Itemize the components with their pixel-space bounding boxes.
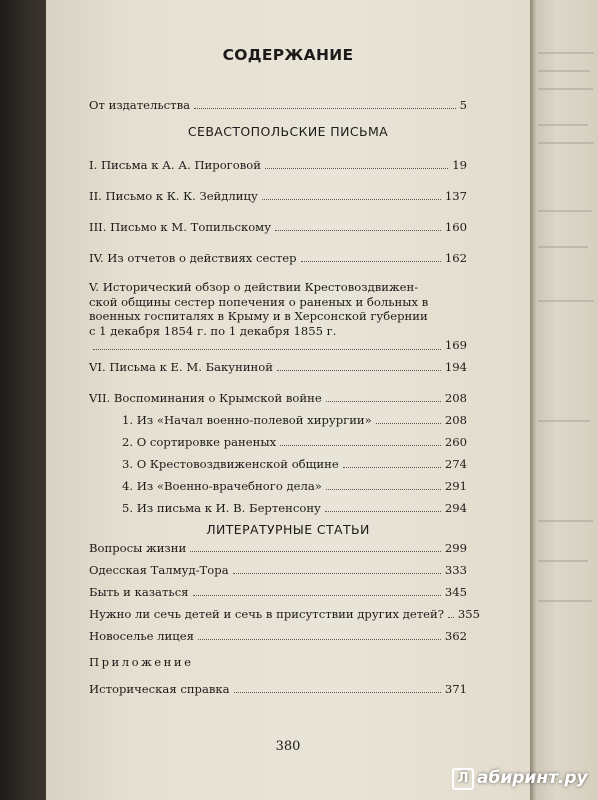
show-through-line bbox=[538, 246, 588, 248]
toc-entry-text: I. Письма к А. А. Пироговой bbox=[89, 158, 261, 172]
page-number: 380 bbox=[275, 739, 301, 754]
toc-entry-text: Быть и казаться bbox=[89, 585, 189, 599]
show-through-line bbox=[538, 210, 592, 212]
toc-entry-text: 4. Из «Военно-врачебного дела» bbox=[122, 479, 322, 493]
toc-entry bbox=[89, 629, 467, 643]
toc-entry-page: 208 bbox=[444, 413, 467, 427]
toc-entry-text: III. Письмо к М. Топильскому bbox=[89, 220, 272, 234]
leader-dots bbox=[277, 370, 441, 371]
leader-dots bbox=[448, 617, 454, 618]
site-watermark bbox=[452, 768, 588, 790]
toc-subentry bbox=[122, 479, 467, 493]
toc-entry-text: IV. Из отчетов о действиях сестер bbox=[89, 251, 297, 265]
toc-entry-line: военных госпиталях в Крыму и в Херсонской губернии bbox=[89, 309, 428, 323]
toc-entry bbox=[89, 585, 467, 599]
leader-dots bbox=[275, 230, 441, 231]
show-through-line bbox=[538, 420, 590, 422]
toc-entry-last-line bbox=[89, 338, 467, 353]
toc-entry-text: Нужно ли сечь детей и сечь в присутствии других детей? bbox=[89, 607, 444, 621]
show-through-line bbox=[538, 300, 594, 302]
leader-dots bbox=[301, 261, 441, 262]
toc-entry bbox=[89, 563, 467, 577]
toc-entry bbox=[89, 607, 481, 621]
toc-entry-text: VI. Письма к Е. М. Бакуниной bbox=[89, 360, 273, 374]
toc-entry-text: Одесская Талмуд-Тора bbox=[89, 563, 229, 577]
toc-entry-text: VII. Воспоминания о Крымской войне bbox=[89, 391, 322, 405]
toc-entry-appendix bbox=[89, 682, 467, 696]
watermark-text: абиринт.ру bbox=[477, 768, 588, 788]
leader-dots bbox=[326, 489, 441, 490]
toc-entry-text: От издательства bbox=[89, 98, 191, 112]
toc-entry-page: 169 bbox=[444, 338, 467, 352]
toc-entry-page: 162 bbox=[444, 251, 467, 265]
toc-entry-publisher bbox=[89, 98, 467, 112]
book-spine bbox=[0, 0, 46, 800]
section-heading-literary: ЛИТЕРАТУРНЫЕ СТАТЬИ bbox=[206, 522, 370, 537]
book-page bbox=[46, 0, 530, 800]
leader-dots bbox=[325, 511, 441, 512]
toc-entry bbox=[89, 158, 467, 172]
leader-dots bbox=[198, 639, 441, 640]
toc-entry bbox=[89, 251, 467, 265]
leader-dots bbox=[234, 692, 441, 693]
leader-dots bbox=[280, 445, 441, 446]
toc-entry-page: 333 bbox=[444, 563, 467, 577]
toc-entry-page: 294 bbox=[444, 501, 467, 515]
toc-entry bbox=[89, 391, 467, 405]
section-heading-sevastopol: СЕВАСТОПОЛЬСКИЕ ПИСЬМА bbox=[187, 124, 389, 139]
toc-entry-line: ской общины сестер попечения о раненых и больных в bbox=[89, 294, 429, 309]
toc-entry-text: Историческая справка bbox=[89, 682, 230, 696]
leader-dots bbox=[343, 467, 441, 468]
toc-entry-text: II. Письмо к К. К. Зейдлицу bbox=[89, 189, 258, 203]
toc-entry bbox=[89, 360, 467, 374]
show-through-line bbox=[538, 560, 588, 562]
leader-dots bbox=[326, 401, 441, 402]
toc-entry-text: 1. Из «Начал военно-полевой хирургии» bbox=[122, 413, 372, 427]
show-through-line bbox=[538, 520, 593, 522]
toc-entry-multiline bbox=[89, 280, 467, 353]
leader-dots bbox=[193, 595, 441, 596]
toc-entry-page: 260 bbox=[444, 435, 467, 449]
show-through-line bbox=[538, 124, 588, 126]
toc-entry bbox=[89, 189, 467, 203]
toc-entry-text: 5. Из письма к И. В. Бертенсону bbox=[122, 501, 321, 515]
toc-entry-page: 208 bbox=[444, 391, 467, 405]
leader-dots bbox=[233, 573, 441, 574]
page-gutter bbox=[530, 0, 536, 800]
leader-dots bbox=[93, 349, 441, 350]
toc-entry bbox=[89, 220, 467, 234]
toc-entry-page: 137 bbox=[444, 189, 467, 203]
show-through-line bbox=[538, 142, 594, 144]
toc-subentry bbox=[122, 457, 467, 471]
toc-subentry bbox=[122, 435, 467, 449]
toc-entry-line: с 1 декабря 1854 г. по 1 декабря 1855 г. bbox=[89, 323, 337, 338]
toc-entry-text: Вопросы жизни bbox=[89, 541, 187, 555]
show-through-line bbox=[538, 600, 592, 602]
page-title: СОДЕРЖАНИЕ bbox=[222, 46, 354, 64]
toc-entry-page: 19 bbox=[452, 158, 467, 172]
toc-entry-page: 345 bbox=[444, 585, 467, 599]
toc-entry-page: 362 bbox=[444, 629, 467, 643]
toc-entry-page: 291 bbox=[444, 479, 467, 493]
toc-entry-page: 299 bbox=[444, 541, 467, 555]
leader-dots bbox=[376, 423, 441, 424]
toc-entry-page: 5 bbox=[459, 98, 467, 112]
toc-entry bbox=[89, 541, 467, 555]
facing-page-edge bbox=[530, 0, 598, 800]
toc-entry-line: V. Исторический обзор о действии Крестовоздвижен- bbox=[89, 280, 419, 294]
toc-entry-page: 274 bbox=[444, 457, 467, 471]
toc-entry-page: 355 bbox=[457, 607, 481, 621]
show-through-line bbox=[538, 88, 593, 90]
toc-entry-text: 2. О сортировке раненых bbox=[122, 435, 277, 449]
show-through-line bbox=[538, 70, 590, 72]
toc-entry-text: 3. О Крестовоздвиженской общине bbox=[122, 457, 339, 471]
toc-entry-page: 160 bbox=[444, 220, 467, 234]
leader-dots bbox=[190, 551, 441, 552]
toc-entry-text: Новоселье лицея bbox=[89, 629, 194, 643]
show-through-line bbox=[538, 52, 594, 54]
toc-entry-page: 371 bbox=[444, 682, 467, 696]
leader-dots bbox=[265, 168, 448, 169]
leader-dots bbox=[262, 199, 441, 200]
leader-dots bbox=[194, 108, 456, 109]
labirint-logo-icon: Л bbox=[452, 768, 474, 790]
toc-subentry bbox=[122, 413, 467, 427]
appendix-heading: Приложение bbox=[89, 655, 194, 669]
toc-subentry bbox=[122, 501, 467, 515]
toc-entry-page: 194 bbox=[444, 360, 467, 374]
